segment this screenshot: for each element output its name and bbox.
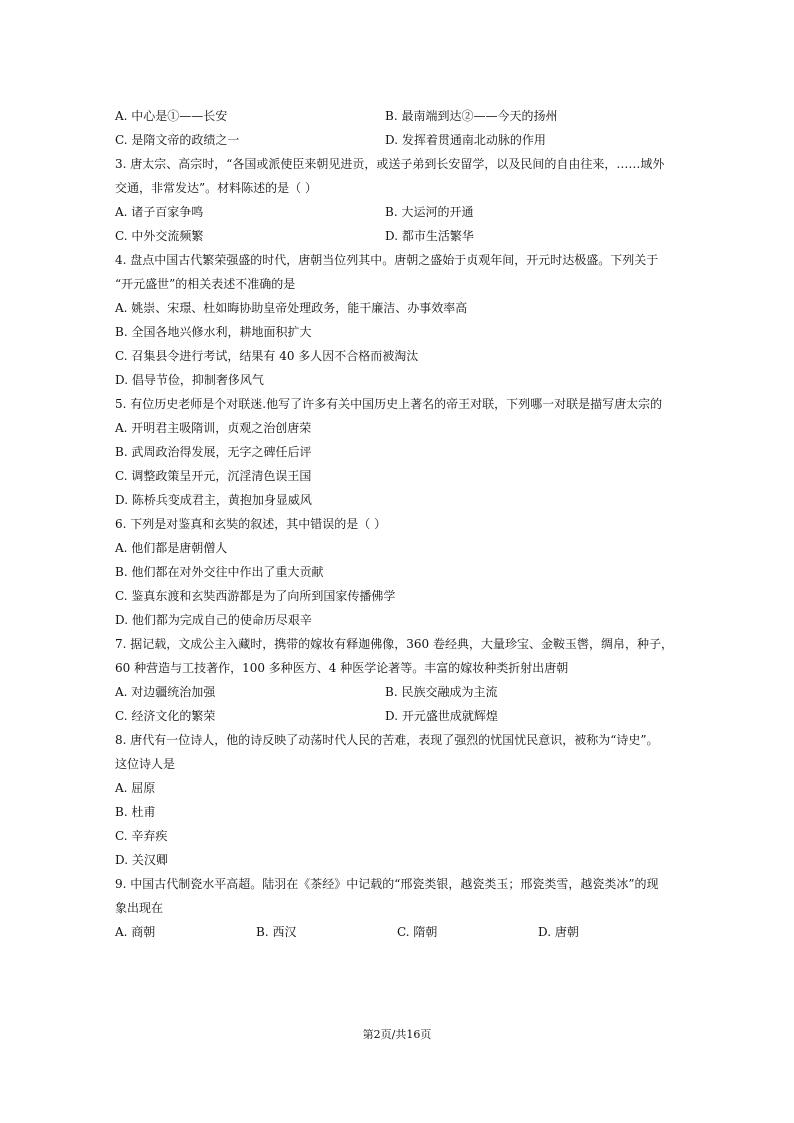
q8-stem-line-1: 8. 唐代有一位诗人，他的诗反映了动荡时代人民的苦难，表现了强烈的忧国忧民意识，被称为“诗史”。 bbox=[115, 733, 659, 747]
q4-option-c: C. 召集县令进行考试，结果有 40 多人因不合格而被淘汰 bbox=[115, 349, 419, 363]
q3-option-a: A. 诸子百家争鸣 bbox=[115, 205, 204, 219]
q8-option-a: A. 屈原 bbox=[115, 781, 156, 795]
q3-options-row-2 bbox=[115, 228, 474, 244]
q9-stem-line-1: 9. 中国古代制瓷水平高超。陆羽在《茶经》中记载的“邢瓷类银，越瓷类玉；邢瓷类雪，越瓷类冰”的现 bbox=[115, 877, 659, 891]
q4-option-a: A. 姚崇、宋璟、杜如晦协助皇帝处理政务，能干廉洁、办事效率高 bbox=[115, 301, 468, 315]
q8-stem-line-2: 这位诗人是 bbox=[115, 757, 176, 771]
q7-options-row-2 bbox=[115, 708, 498, 724]
q3-options-row-1 bbox=[115, 204, 473, 220]
q4-option-b: B. 全国各地兴修水利，耕地面积扩大 bbox=[115, 325, 312, 339]
q7-stem-line-1: 7. 据记载，文成公主入藏时，携带的嫁妆有释迦佛像，360 卷经典，大量珍宝、金鞍玉辔，绸帛，种子， bbox=[115, 637, 673, 651]
q3-option-d: D. 都市生活繁华 bbox=[385, 229, 474, 243]
q4-option-d: D. 倡导节俭，抑制奢侈风气 bbox=[115, 373, 264, 387]
q4-stem-line-2: “开元盛世”的相关表述不准确的是 bbox=[115, 277, 296, 291]
q9-option-c: C. 隋朝 bbox=[397, 925, 438, 939]
q3-stem-line-1: 3. 唐太宗、高宗时，“各国或派使臣来朝见进贡，或送子弟到长安留学，以及民间的自由往来，……域外 bbox=[115, 157, 665, 171]
q2-options-row-1 bbox=[115, 108, 557, 124]
q7-option-d: D. 开元盛世成就辉煌 bbox=[385, 709, 498, 723]
q9-options-row bbox=[115, 924, 579, 940]
q5-option-b: B. 武周政治得发展，无字之碑任后评 bbox=[115, 445, 312, 459]
q6-option-b: B. 他们都在对外交往中作出了重大贡献 bbox=[115, 565, 324, 579]
q2-option-a: A. 中心是①——长安 bbox=[115, 109, 228, 123]
q8-option-c: C. 辛弃疾 bbox=[115, 829, 168, 843]
q7-option-b: B. 民族交融成为主流 bbox=[385, 685, 498, 699]
q9-option-a: A. 商朝 bbox=[115, 925, 156, 939]
q7-option-a: A. 对边疆统治加强 bbox=[115, 685, 216, 699]
q2-option-c: C. 是隋文帝的政绩之一 bbox=[115, 133, 240, 147]
q5-option-d: D. 陈桥兵变成君主，黄抱加身显威风 bbox=[115, 493, 312, 507]
q9-stem-line-2: 象出现在 bbox=[115, 901, 164, 915]
q6-option-d: D. 他们都为完成自己的使命历尽艰辛 bbox=[115, 613, 312, 627]
q9-option-b: B. 西汉 bbox=[256, 925, 297, 939]
q7-stem-line-2: 60 种营造与工技著作，100 多种医方、4 种医学论著等。丰富的嫁妆种类折射出唐朝 bbox=[115, 661, 569, 675]
q7-options-row-1 bbox=[115, 684, 497, 700]
q5-option-a: A. 开明君主吸隋训，贞观之治创唐荣 bbox=[115, 421, 312, 435]
q3-stem-line-2: 交通，非常发达”。材料陈述的是（ ） bbox=[115, 181, 317, 195]
q6-stem: 6. 下列是对鉴真和玄奘的叙述，其中错误的是（ ） bbox=[115, 517, 387, 531]
q8-option-b: B. 杜甫 bbox=[115, 805, 156, 819]
q5-option-c: C. 调整政策呈开元，沉淫清色误王国 bbox=[115, 469, 312, 483]
q3-option-c: C. 中外交流频繁 bbox=[115, 229, 204, 243]
q6-option-c: C. 鉴真东渡和玄奘西游都是为了向所到国家传播佛学 bbox=[115, 589, 396, 603]
q8-option-d: D. 关汉卿 bbox=[115, 853, 168, 867]
q2-option-b: B. 最南端到达②——今天的扬州 bbox=[385, 109, 558, 123]
q7-option-c: C. 经济文化的繁荣 bbox=[115, 709, 216, 723]
q4-stem-line-1: 4. 盘点中国古代繁荣强盛的时代，唐朝当位列其中。唐朝之盛始于贞观年间，开元时达极盛。下列关于 bbox=[115, 253, 659, 267]
q3-option-b: B. 大运河的开通 bbox=[385, 205, 474, 219]
q9-option-d: D. 唐朝 bbox=[538, 925, 579, 939]
q5-stem: 5. 有位历史老师是个对联迷.他写了许多有关中国历史上著名的帝王对联，下列哪一对联是描写唐太宗的 bbox=[115, 397, 663, 411]
q6-option-a: A. 他们都是唐朝僧人 bbox=[115, 541, 228, 555]
page-footer: 第2页/共16页 bbox=[362, 1028, 432, 1041]
q2-option-d: D. 发挥着贯通南北动脉的作用 bbox=[385, 133, 546, 147]
q2-options-row-2 bbox=[115, 132, 546, 148]
